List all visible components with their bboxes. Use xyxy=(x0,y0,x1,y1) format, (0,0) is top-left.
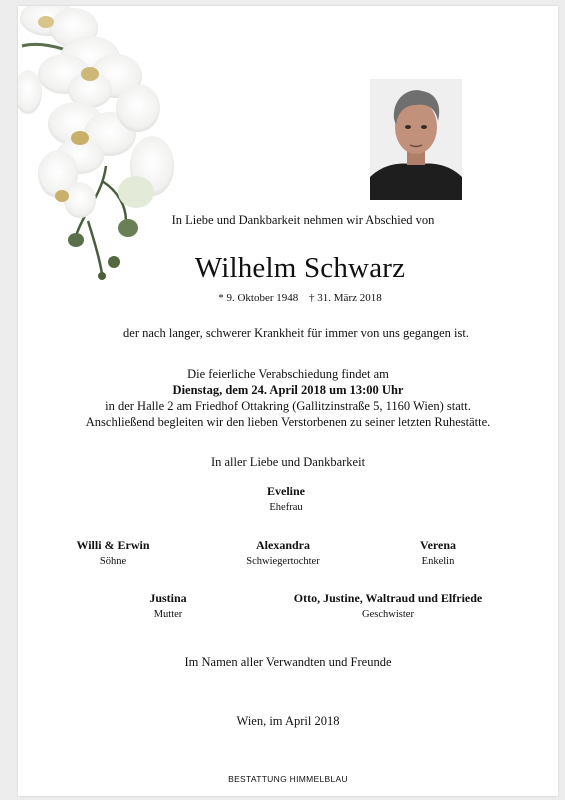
relatives-text: Im Namen aller Verwandten und Freunde xyxy=(184,655,392,669)
family-member-name: Verena xyxy=(420,538,456,552)
funeral-burial-note: Anschließend begleiten wir den lieben Verstorbenen zu seiner letzten Ruhestätte. xyxy=(85,415,491,429)
family-member-name: Alexandra xyxy=(256,538,310,552)
family-member-name: Willi & Erwin xyxy=(76,538,150,552)
family-member-relation: Geschwister xyxy=(362,609,414,620)
family-member-name: Eveline xyxy=(267,484,305,498)
family-member-relation: Ehefrau xyxy=(269,502,303,513)
family-member-mother xyxy=(58,591,278,620)
portrait-photo xyxy=(370,79,462,200)
place-date: Wien, im April 2018 xyxy=(236,714,340,728)
deceased-name: Wilhelm Schwarz xyxy=(194,252,406,284)
intro-text: In Liebe und Dankbarkeit nehmen wir Abschied von xyxy=(171,213,435,227)
family-member-relation: Schwiegertochter xyxy=(246,556,320,567)
death-date: † 31. März 2018 xyxy=(309,292,382,304)
family-member-relation: Söhne xyxy=(99,556,127,567)
life-dates xyxy=(30,292,558,304)
closing-text: In aller Liebe und Dankbarkeit xyxy=(210,455,366,469)
family-member-siblings xyxy=(258,591,518,620)
family-member-name: Otto, Justine, Waltraud und Elfriede xyxy=(293,591,483,605)
family-member-name: Justina xyxy=(149,591,187,605)
family-member-relation: Mutter xyxy=(153,609,183,620)
portrait-figure xyxy=(370,79,462,200)
undertaker-name: BESTATTUNG HIMMELBLAU xyxy=(228,774,348,784)
family-member-wife xyxy=(176,484,396,513)
birth-date: * 9. Oktober 1948 xyxy=(218,292,299,304)
family-member-relation: Enkelin xyxy=(421,556,455,567)
funeral-location: in der Halle 2 am Friedhof Ottakring (Gallitzinstraße 5, 1160 Wien) statt. xyxy=(105,399,471,413)
funeral-datetime: Dienstag, dem 24. April 2018 um 13:00 Uhr xyxy=(172,383,404,397)
obituary-page xyxy=(18,6,558,796)
funeral-intro: Die feierliche Verabschiedung findet am xyxy=(187,367,389,381)
family-member-granddaughter xyxy=(328,538,548,567)
passing-text: der nach langer, schwerer Krankheit für immer von uns gegangen ist. xyxy=(123,326,469,340)
